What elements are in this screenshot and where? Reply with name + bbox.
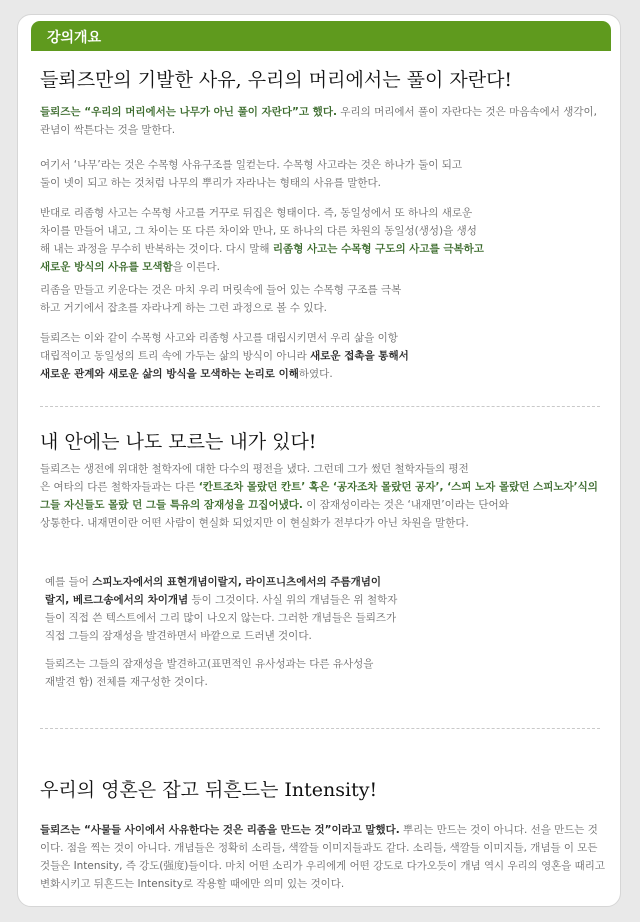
section1-paragraph-3 <box>40 204 605 276</box>
text-line: 반대로 리좀형 사고는 수목형 사고를 거꾸로 뒤집은 형태이다. 즉, 동일성에서 또 하나의 새로운 <box>40 207 473 219</box>
emphasis-text: 리좀형 사고는 수목형 구도의 사고를 극복하고 <box>272 243 484 255</box>
header-title: 강의개요 <box>47 30 102 46</box>
text-line: 이다. 점을 찍는 것이 아니다. 개념들은 정확히 소리들, 색깔들 이미지들과도 같다. 소리들, 색깔들 이미지들, 개념들 이 모든 <box>40 842 598 854</box>
section1-paragraph-5 <box>40 329 605 383</box>
text-line: 하고 거기에서 잡초를 자라나게 하는 그런 과정으로 볼 수 있다. <box>40 302 327 314</box>
text-line: 것들은 Intensity, 즉 강도(强度)들이다. 마치 어떤 소리가 우리에게 어떤 강도로 다가오듯이 개념 역시 우리의 영혼을 때리고 <box>40 860 605 872</box>
section1-heading: 들뢰즈만의 기발한 사유, 우리의 머리에서는 풀이 자란다! <box>40 69 513 91</box>
text-span: 우리의 머리에서 풀이 자란다는 것은 마음속에서 생각이, <box>336 106 597 118</box>
section1-paragraph-1 <box>40 103 605 139</box>
text-line: 들이 직접 쓴 텍스트에서 그리 많이 나오지 않는다. 그러한 개념들은 들뢰즈가 <box>45 612 397 624</box>
quote-emphasis: 들뢰즈는 “우리의 머리에서는 나무가 아닌 풀이 자란다”고 했다. <box>40 106 337 118</box>
text-span: 을 이른다. <box>172 261 220 273</box>
text-span: 뿌리는 만드는 것이 아니다. 선을 만드는 것 <box>399 824 598 836</box>
section-divider <box>40 406 600 407</box>
section1-paragraph-2 <box>40 156 605 192</box>
emphasis-text: 그들 자신들도 몰랐 던 그들 특유의 잠재성을 끄집어냈다. <box>40 499 303 511</box>
section-header-bar <box>31 21 611 51</box>
section3-heading: 우리의 영혼은 잡고 뒤흔드는 Intensity! <box>40 779 378 801</box>
emphasis-text: 랄지, 베르그송에서의 차이개념 <box>45 594 189 606</box>
emphasis-text: ‘칸트조차 몰랐던 칸트’ 혹은 ‘공자조차 몰랐던 공자’, ‘스피 노자 몰랐던 스피노자’식의 <box>198 481 598 493</box>
text-line: 들뢰즈는 그들의 잠재성을 발견하고(표면적인 유사성과는 다른 유사성을 <box>45 658 374 670</box>
text-span: 대립적이고 동일성의 트리 속에 가두는 삶의 방식이 아니라 <box>40 350 311 362</box>
text-line: 여기서 ‘나무’라는 것은 수목형 사유구조를 일컫는다. 수목형 사고라는 것은 하나가 둘이 되고 <box>40 159 463 171</box>
emphasis-text: 스피노자에서의 표현개념이랄지, 라이프니츠에서의 주름개념이 <box>92 576 382 588</box>
text-line: 들뢰즈는 이와 같이 수목형 사고와 리좀형 사고를 대립시키면서 우리 삶을 이항 <box>40 332 398 344</box>
text-line: 리좀을 만들고 키운다는 것은 마치 우리 머릿속에 들어 있는 수목형 구조를 극복 <box>40 284 402 296</box>
section1-paragraph-4 <box>40 281 605 317</box>
section2-paragraph-2 <box>45 573 610 645</box>
text-line: 직접 그들의 잠재성을 발견하면서 바깥으로 드러낸 것이다. <box>45 630 312 642</box>
emphasis-text: 들뢰즈는 “사물들 사이에서 사유한다는 것은 리좀을 만드는 것”이라고 말했다. <box>40 824 400 836</box>
text-line: 관념이 싹튼다는 것을 말한다. <box>40 124 176 136</box>
text-line: 상통한다. 내재면이란 어떤 사람이 현실화 되었지만 이 현실화가 전부다가 아닌 차원을 말한다. <box>40 517 469 529</box>
section2-heading: 내 안에는 나도 모르는 내가 있다! <box>40 431 317 453</box>
text-span: 해 내는 과정을 무수히 반복하는 것이다. 다시 말해 <box>40 243 273 255</box>
text-line: 변화시키고 뒤흔드는 Intensity로 작용할 때에만 의미 있는 것이다. <box>40 878 345 890</box>
emphasis-text: 새로운 접촉을 통해서 <box>310 350 409 362</box>
section-divider <box>40 728 600 729</box>
text-line: 둘이 넷이 되고 하는 것처럼 나무의 뿌리가 자라나는 형태의 사유를 말한다. <box>40 177 382 189</box>
lecture-overview-card <box>17 14 621 907</box>
text-span: 하였다. <box>298 368 333 380</box>
text-span: 예를 들어 <box>45 576 93 588</box>
text-span: 은 여타의 다른 철학자들과는 다른 <box>40 481 199 493</box>
text-line: 차이를 만들어 내고, 그 차이는 또 다른 차이와 만나, 또 하나의 다른 차원의 동일성(생성)을 생성 <box>40 225 477 237</box>
section2-paragraph-1 <box>40 460 605 532</box>
emphasis-text: 새로운 방식의 사유를 모색함 <box>40 261 173 273</box>
text-line: 재발견 함) 전체를 재구성한 것이다. <box>45 676 208 688</box>
text-span: 등이 그것이다. 사실 위의 개념들은 위 철학자 <box>188 594 398 606</box>
text-line: 들뢰즈는 생전에 위대한 철학자에 대한 다수의 평전을 냈다. 그런데 그가 썼던 철학자들의 평전 <box>40 463 469 475</box>
section2-paragraph-3 <box>45 655 610 691</box>
text-span: 이 잠재성이라는 것은 ‘내재면’이라는 단어와 <box>302 499 509 511</box>
emphasis-text: 새로운 관계와 새로운 삶의 방식을 모색하는 논리로 이해 <box>40 368 299 380</box>
section3-paragraph-1 <box>40 821 605 893</box>
